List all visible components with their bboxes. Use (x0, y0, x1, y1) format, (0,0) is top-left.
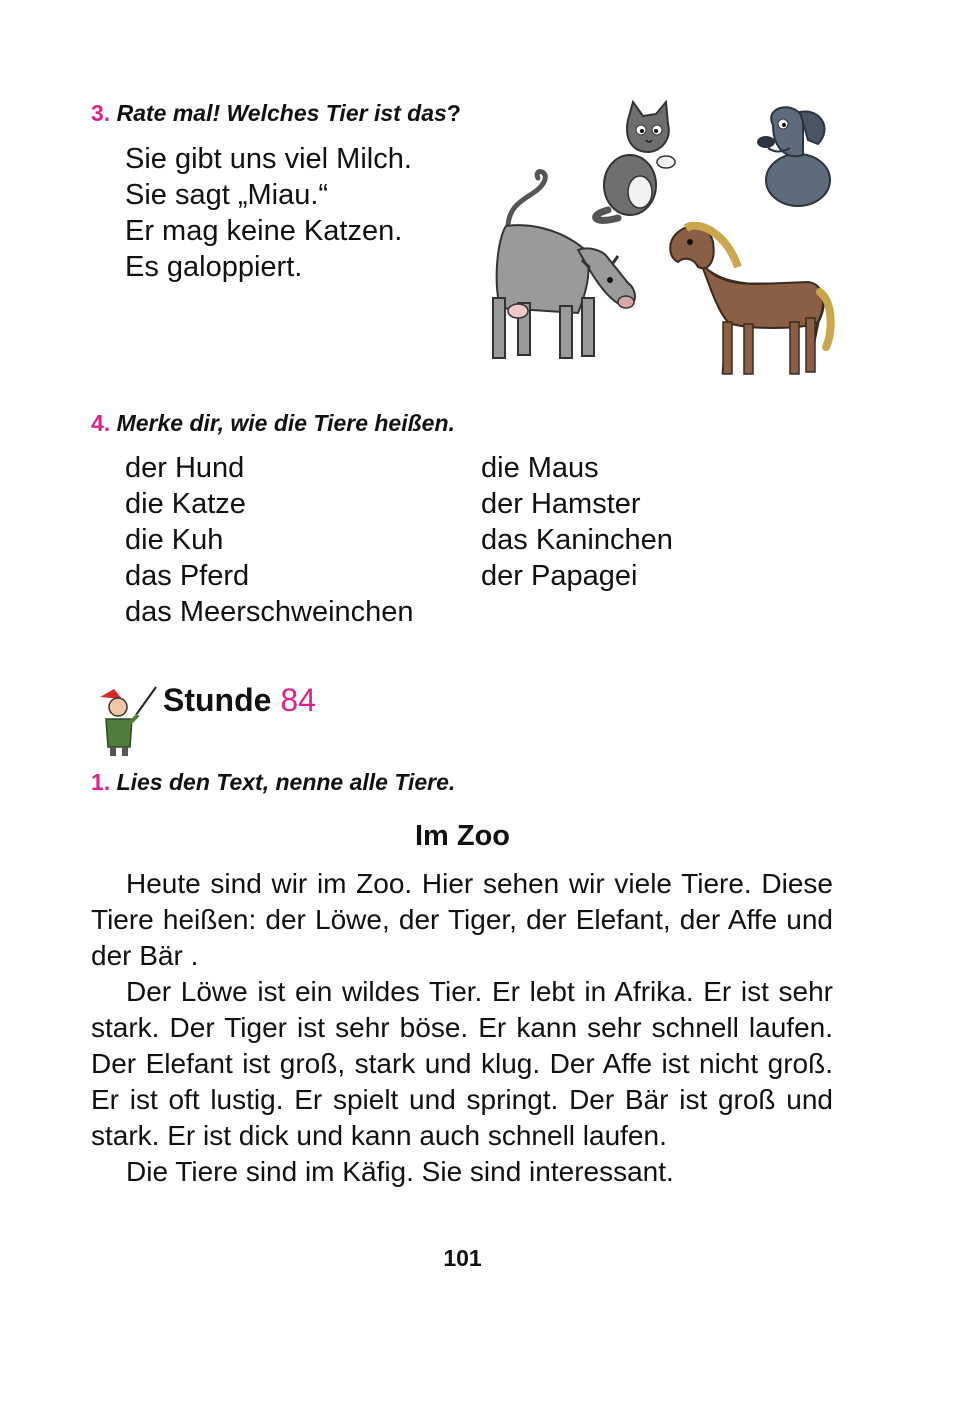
instruction-text: Lies den Text, nenne alle Tiere. (116, 769, 456, 795)
vocab-item: die Maus (481, 452, 599, 484)
page-number: 101 (443, 1245, 482, 1271)
vocab-item: das Pferd (125, 560, 250, 592)
riddle-line: Sie sagt „Miau.“ (125, 179, 329, 211)
cow-icon (478, 168, 643, 368)
riddle-lines (125, 141, 412, 285)
vocab-column-2 (481, 450, 673, 594)
lesson-label: Stunde (163, 682, 272, 718)
riddle-line: Sie gibt uns viel Milch. (125, 143, 412, 175)
dog-icon (748, 100, 838, 210)
vocab-item: die Katze (125, 488, 246, 520)
lesson-heading (163, 681, 316, 719)
question-mark: ? (446, 100, 461, 126)
exercise-1-instruction (91, 768, 455, 796)
teacher-pointer-icon (96, 685, 158, 757)
vocab-item: das Kaninchen (481, 524, 673, 556)
instruction-text: Rate mal! Welches Tier ist das (116, 100, 447, 126)
text-title: Im Zoo (414, 820, 511, 852)
exercise-number: 1. (91, 769, 111, 795)
vocab-item: der Hamster (481, 488, 641, 520)
exercise-4-instruction (91, 409, 455, 437)
exercise-3-instruction (91, 99, 461, 127)
riddle-line: Es galoppiert. (125, 251, 303, 283)
story-paragraph: Heute sind wir im Zoo. Hier sehen wir viele Tiere. Diese Tiere heißen: der Löwe, der Tiger, der Elefant, der Affe und der Bär . (91, 868, 833, 971)
horse-icon (668, 222, 838, 382)
riddle-line: Er mag keine Katzen. (125, 215, 403, 247)
exercise-number: 4. (91, 410, 111, 436)
vocab-column-1 (125, 450, 414, 630)
story-paragraph: Der Löwe ist ein wildes Tier. Er lebt in Afrika. Er ist sehr stark. Der Tiger ist sehr böse. Er kann sehr schnell laufen. Der Elefant ist groß, stark und klug. Der Affe ist nicht groß. Er ist oft lustig. Er spielt und springt. Der Bär ist groß und stark. Er ist dick und kann auch schnell laufen. (91, 976, 833, 1151)
lesson-number: 84 (280, 682, 316, 718)
vocab-item: das Meerschweinchen (125, 596, 414, 628)
vocab-item: der Hund (125, 452, 245, 484)
exercise-number: 3. (91, 100, 111, 126)
vocab-item: der Papagei (481, 560, 638, 592)
vocab-item: die Kuh (125, 524, 224, 556)
instruction-text: Merke dir, wie die Tiere heißen. (116, 410, 455, 436)
story-paragraph: Die Tiere sind im Käfig. Sie sind interessant. (126, 1156, 674, 1187)
story-text (91, 866, 833, 1190)
